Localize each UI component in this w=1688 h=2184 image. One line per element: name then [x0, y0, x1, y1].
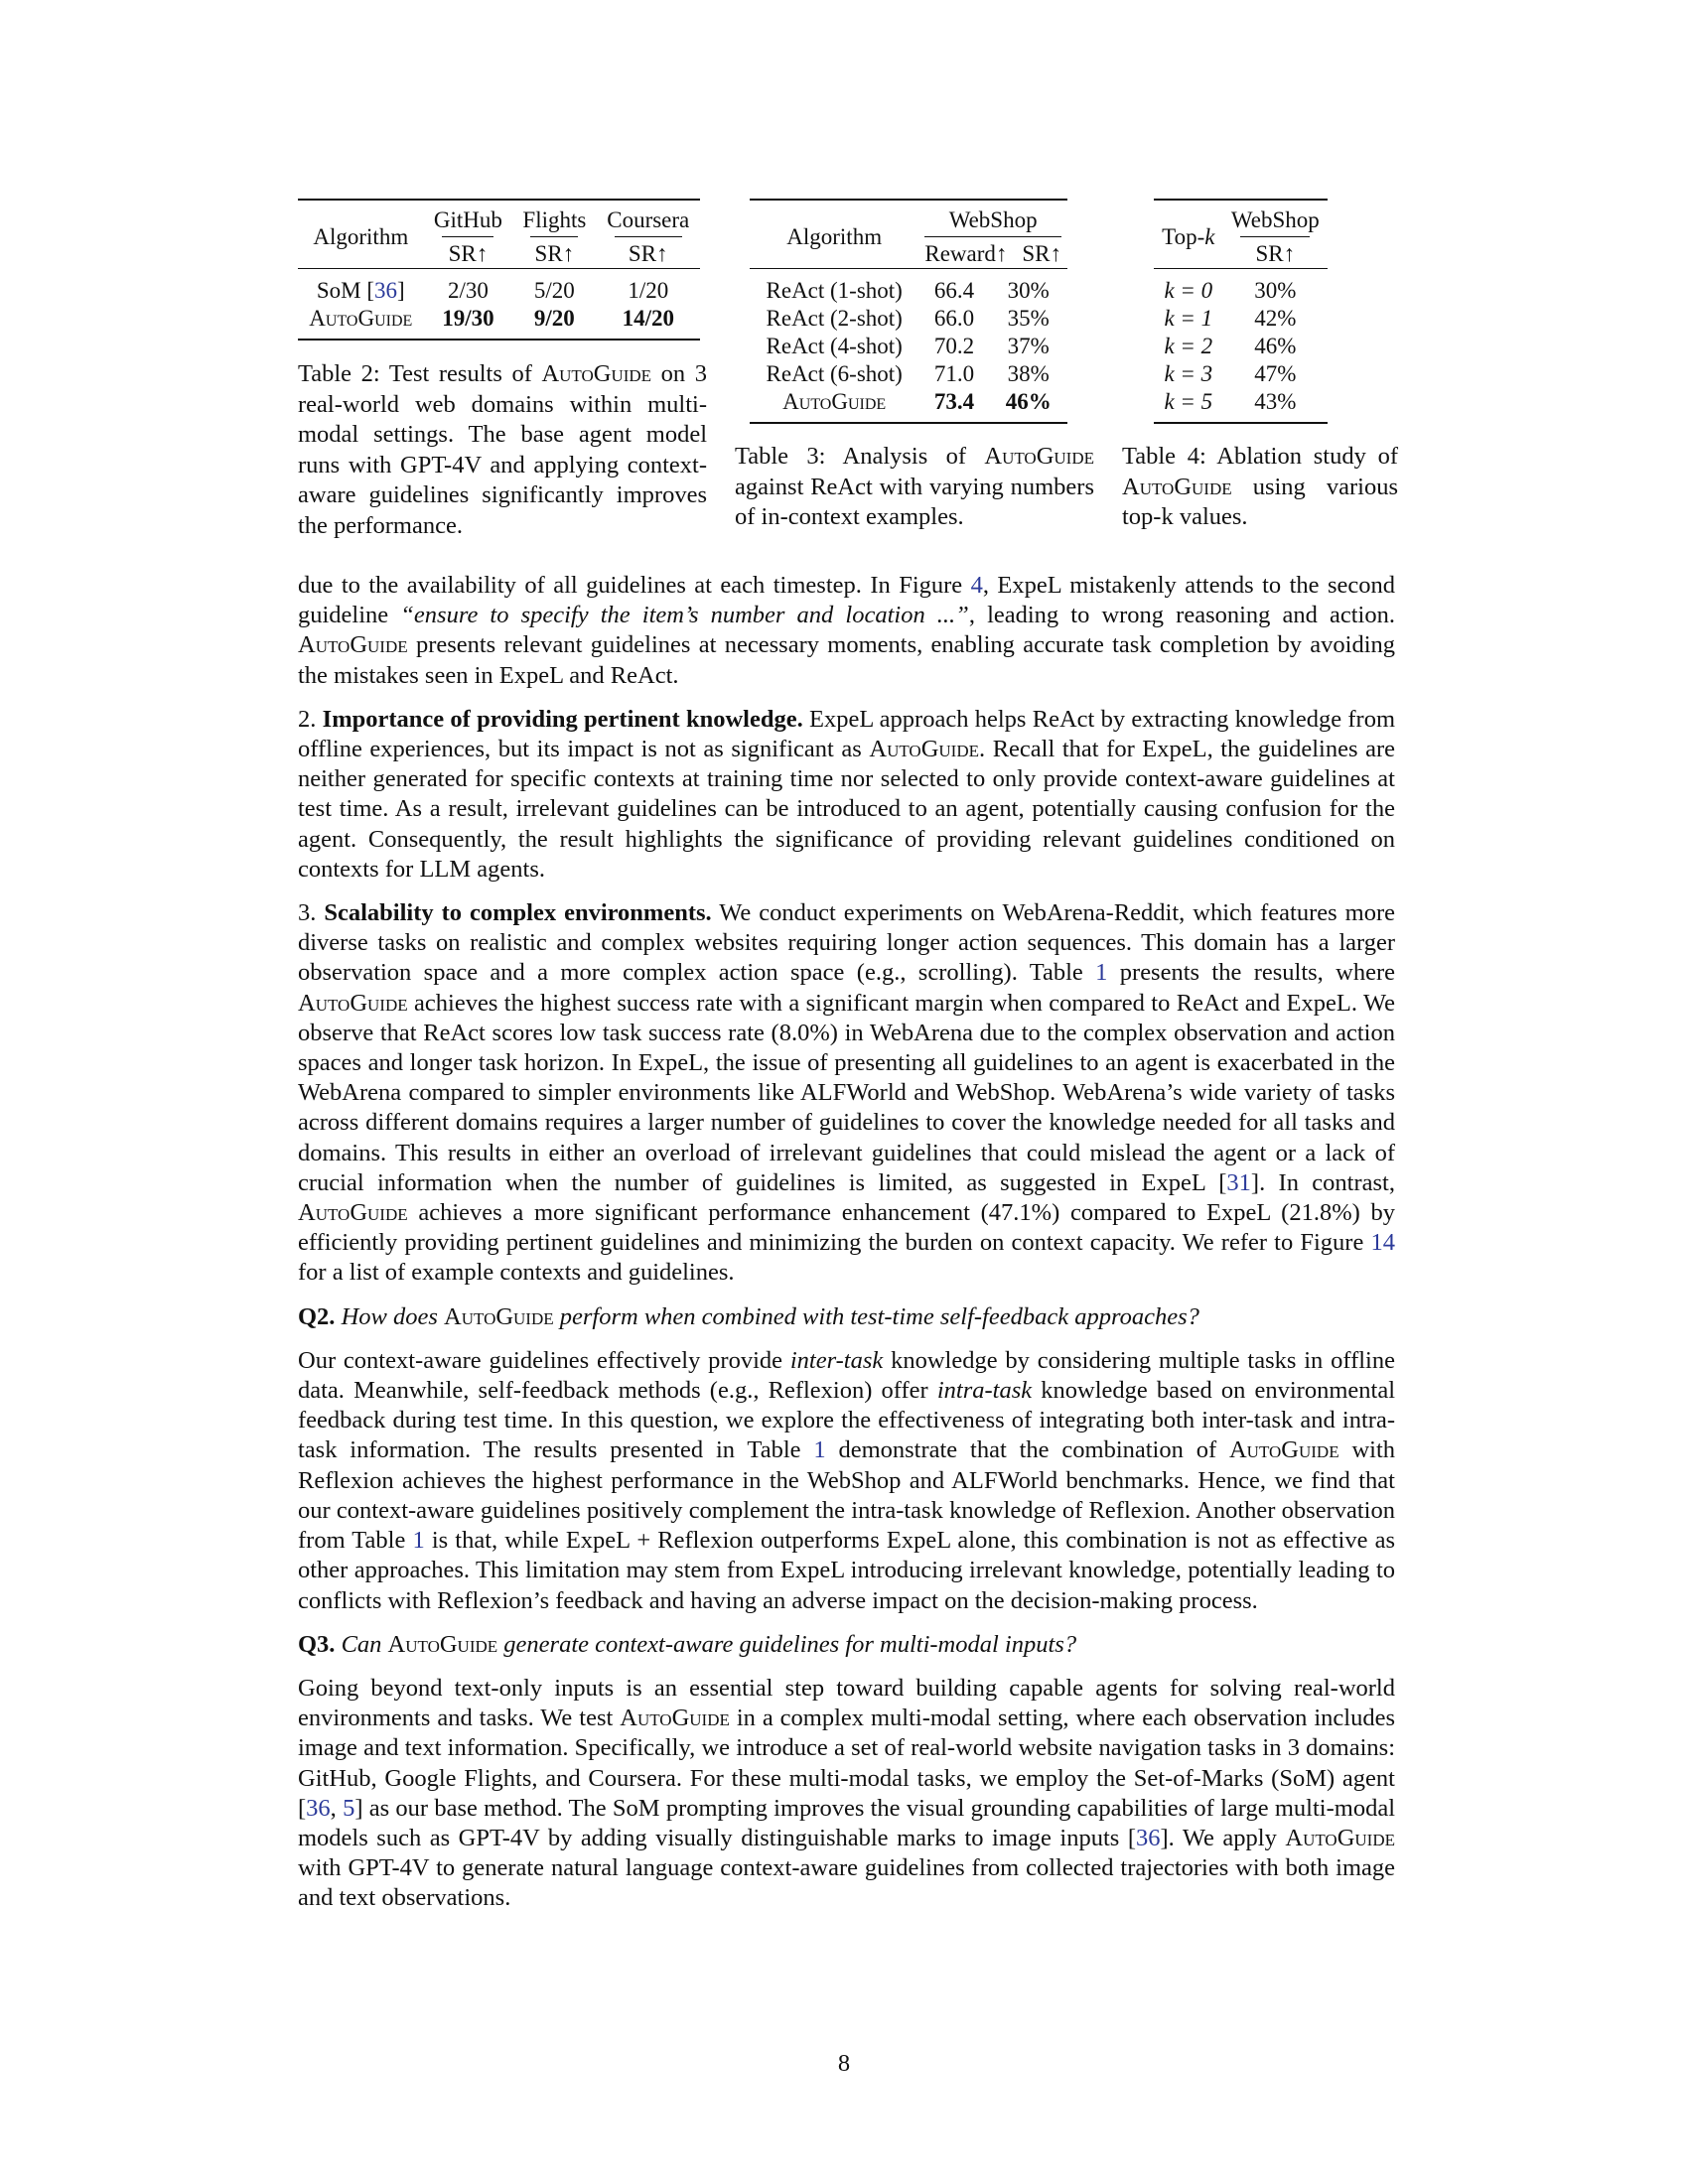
table-3-header-algorithm: Algorithm — [750, 200, 918, 269]
table-row — [298, 305, 700, 340]
table-row — [1154, 269, 1328, 306]
table-3-algo: ReAct (6-shot) — [766, 361, 903, 386]
table-row — [298, 269, 700, 306]
table-link[interactable]: 1 — [412, 1527, 425, 1555]
table-4-k: k = 5 — [1154, 388, 1223, 423]
citation-link[interactable]: 36 — [1136, 1824, 1161, 1851]
table-row — [1154, 333, 1328, 360]
paragraph-heading: Importance of providing pertinent knowledge. — [322, 705, 803, 733]
table-row — [750, 388, 1067, 423]
table-3-algo: ReAct (1-shot) — [750, 269, 918, 306]
table-4-header-topk: Top-k — [1154, 200, 1223, 269]
table-3-cell: 70.2 — [933, 334, 975, 358]
table-row — [750, 333, 1067, 360]
table-3-cell: 35% — [1007, 306, 1050, 331]
table-4-metric: SR↑ — [1240, 236, 1310, 268]
table-2-algo: AutoGuide — [298, 305, 424, 340]
page-number: 8 — [837, 2050, 851, 2077]
table-4-header-group: WebShop — [1223, 200, 1328, 234]
table-3-metric-reward: Reward↑ — [924, 241, 1008, 266]
table-2-header-coursera: Coursera — [597, 200, 700, 234]
paragraph: 3. Scalability to complex environments. We conduct experiments on WebArena-Reddit, which features more diverse tasks on realistic and complex websites requiring longer action sequences. This domain has a larger observation space and a more complex action space (e.g., scrolling). Table 1 presents the results, where AutoGuide achieves the highest success rate with a significant margin when compared to ReAct and ExpeL. We observe that ReAct scores low task success rate (8.0%) in WebArena due to the complex observation and action spaces and longer task horizon. In ExpeL, the issue of presenting all guidelines to an agent is exacerbated in the WebArena compared to simpler environments like ALFWorld and WebShop. WebArena’s wide variety of tasks across different domains requires a larger number of guidelines to cover the knowledge needed for all tasks and domains. This results in either an overload of irrelevant guidelines that could mislead the agent or a lack of crucial information when the number of guidelines is limited, as suggested in ExpeL [31]. In contrast, AutoGuide achieves a more significant performance enhancement (47.1%) compared to ExpeL (21.8%) by efficiently providing pertinent guidelines and minimizing the burden on context capacity. We refer to Figure 14 for a list of example contexts and guidelines. — [298, 899, 1396, 1287]
table-4-k: k = 0 — [1154, 269, 1223, 306]
table-3-caption: Table 3: Analysis of AutoGuide against ReAct with varying numbers of in-context examples. — [735, 443, 1094, 530]
table-2 — [298, 199, 700, 341]
table-2-header-algorithm: Algorithm — [298, 200, 424, 269]
paragraph: Going beyond text-only inputs is an essential step toward building capable agents for solving real-world environments and tasks. We test AutoGuide in a complex multi-modal setting, where each observation includes image and text information. Specifically, we introduce a set of real-world website navigation tasks in 3 domains: GitHub, Google Flights, and Coursera. For these multi-modal tasks, we employ the Set-of-Marks (SoM) agent [36, 5] as our base method. The SoM prompting improves the visual grounding capabilities of large multi-modal models such as GPT-4V by adding visually distinguishable marks to image inputs [36]. We apply AutoGuide with GPT-4V to generate natural language context-aware guidelines from collected trajectories with both image and text observations. — [298, 1674, 1395, 1912]
table-2-metric: SR↑ — [615, 236, 682, 268]
table-3-algo: AutoGuide — [750, 388, 918, 423]
citation-link[interactable]: 36 — [306, 1794, 331, 1822]
table-4-k: k = 2 — [1164, 334, 1213, 358]
table-2-cell: 9/20 — [512, 305, 596, 340]
table-2-caption: Table 2: Test results of AutoGuide on 3 real-world web domains within multi-modal settings. The base agent model runs with GPT-4V and applying context-aware guidelines significantly improves the performance. — [298, 360, 708, 539]
table-2-cell: 14/20 — [597, 305, 700, 340]
paragraph: 2. Importance of providing pertinent knowledge. ExpeL approach helps ReAct by extracting knowledge from offline experiences, but its impact is not as significant as AutoGuide. Recall that for ExpeL, the guidelines are neither generated for specific contexts at training time nor selected to only provide context-aware guidelines at test time. As a result, irrelevant guidelines can be introduced to an agent, potentially causing confusion for the agent. Consequently, the result highlights the significance of providing relevant guidelines conditioned on contexts for LLM agents. — [298, 705, 1396, 883]
table-4-cell: 47% — [1254, 361, 1297, 386]
table-4 — [1154, 199, 1328, 424]
paragraph-heading: Scalability to complex environments. — [324, 899, 712, 927]
question-heading-q2: Q2. How does AutoGuide perform when combined with test-time self-feedback approaches? — [298, 1302, 1199, 1330]
table-3-metric-sr: SR↑ — [1022, 241, 1061, 266]
table-2-cell: 5/20 — [512, 269, 596, 306]
table-3-cell: 71.0 — [933, 361, 975, 386]
table-2-header-github: GitHub — [424, 200, 513, 234]
figure-link[interactable]: 14 — [1370, 1229, 1395, 1257]
table-link[interactable]: 1 — [1095, 959, 1108, 987]
table-4-cell: 30% — [1223, 269, 1328, 306]
table-2-header-flights: Flights — [512, 200, 596, 234]
table-3-cell: 66.0 — [933, 306, 975, 331]
table-row — [1154, 388, 1328, 423]
table-3-algo: ReAct (4-shot) — [766, 334, 903, 358]
table-3-cell: 30% — [990, 269, 1067, 306]
question-heading-q3: Q3. Can AutoGuide generate context-aware guidelines for multi-modal inputs? — [298, 1630, 1077, 1658]
table-3-header-group: WebShop — [918, 200, 1067, 234]
table-2-algo: SoM [36] — [298, 269, 424, 306]
table-2-metric: SR↑ — [442, 236, 493, 268]
table-4-k: k = 1 — [1164, 306, 1213, 331]
table-4-cell: 46% — [1254, 334, 1297, 358]
table-2-cell: 19/30 — [424, 305, 513, 340]
paragraph: due to the availability of all guidelines at each timestep. In Figure 4, ExpeL mistakenly attends to the second guideline “ensure to specify the item’s number and location ...”, leading to wrong reasoning and action. AutoGuide presents relevant guidelines at necessary moments, enabling accurate task completion by avoiding the mistakes seen in ExpeL and ReAct. — [298, 572, 1395, 689]
table-3-cell: 73.4 — [918, 388, 989, 423]
table-2-cell: 2/30 — [424, 269, 513, 306]
table-3-algo: ReAct (2-shot) — [766, 306, 903, 331]
table-row — [750, 360, 1067, 388]
body-text — [298, 571, 1395, 1928]
table-2-metric: SR↑ — [530, 236, 578, 268]
table-2-cell: 1/20 — [597, 269, 700, 306]
table-3-cell: 46% — [990, 388, 1067, 423]
table-row — [1154, 360, 1328, 388]
table-4-caption: Table 4: Ablation study of AutoGuide using various top-k values. — [1122, 443, 1398, 530]
table-3-cell: 38% — [1007, 361, 1050, 386]
table-3-cell: 37% — [1007, 334, 1050, 358]
table-link[interactable]: 1 — [813, 1436, 826, 1464]
citation-link[interactable]: 31 — [1226, 1168, 1251, 1196]
table-row — [750, 269, 1067, 306]
table-4-cell: 42% — [1254, 306, 1297, 331]
figure-link[interactable]: 4 — [970, 572, 983, 599]
table-4-cell: 43% — [1223, 388, 1328, 423]
table-4-k: k = 3 — [1164, 361, 1213, 386]
citation-link[interactable]: 5 — [343, 1794, 355, 1822]
table-row — [750, 305, 1067, 333]
table-3-cell: 66.4 — [918, 269, 989, 306]
paragraph: Our context-aware guidelines effectively provide inter-task knowledge by considering multiple tasks in offline data. Meanwhile, self-feedback methods (e.g., Reflexion) offer intra-task knowledge based on environmental feedback during test time. In this question, we explore the effectiveness of integrating both inter-task and intra-task information. The results presented in Table 1 demonstrate that the combination of AutoGuide with Reflexion achieves the highest performance in the WebShop and ALFWorld benchmarks. Hence, we find that our context-aware guidelines positively complement the intra-task knowledge of Reflexion. Another observation from Table 1 is that, while ExpeL + Reflexion outperforms ExpeL alone, this combination is not as effective as other approaches. This limitation may stem from ExpeL introducing irrelevant knowledge, potentially leading to conflicts with Reflexion’s feedback and having an adverse impact on the decision-making process. — [298, 1346, 1395, 1614]
table-row — [1154, 305, 1328, 333]
table-3 — [750, 199, 1067, 424]
